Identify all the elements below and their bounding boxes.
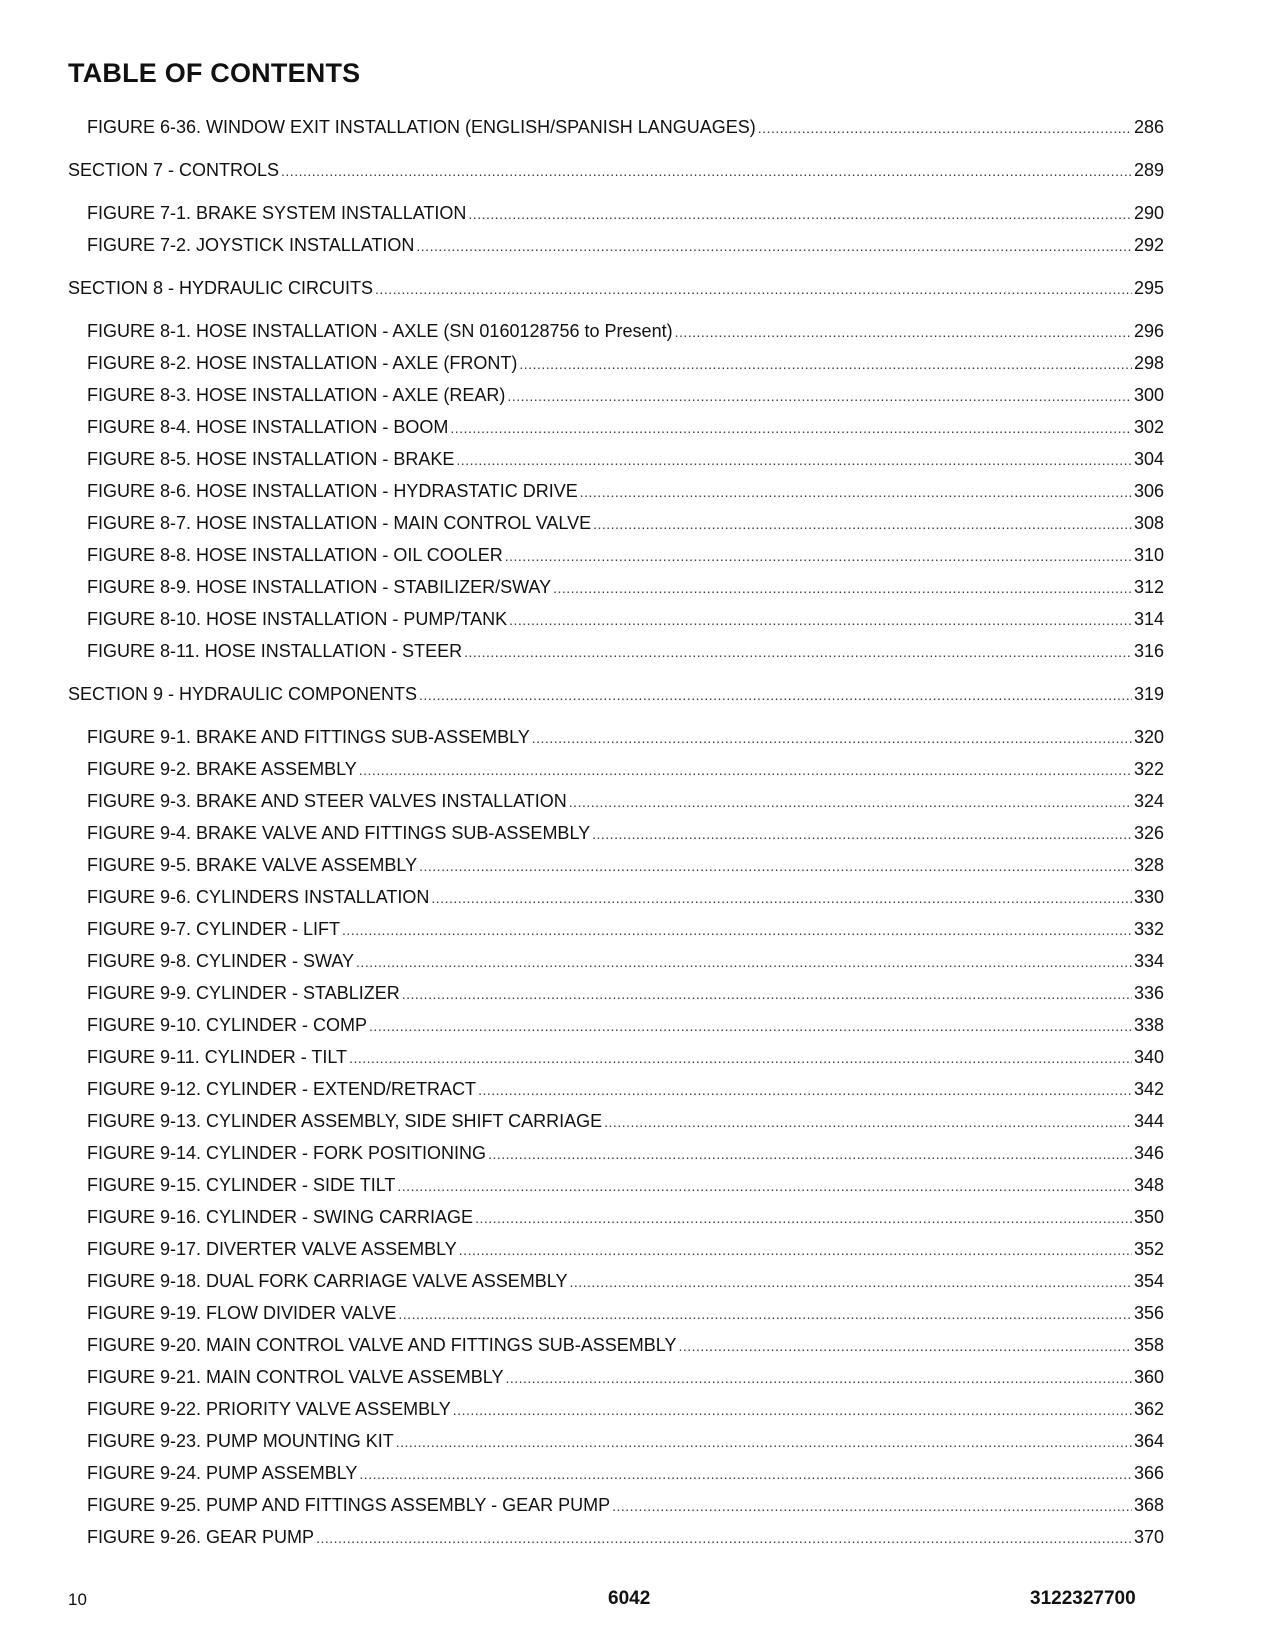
toc-figure-entry[interactable]	[68, 1329, 1164, 1361]
toc-section-entry[interactable]	[68, 154, 1164, 186]
toc-entry-label: FIGURE 6-36. WINDOW EXIT INSTALLATION (ENGLISH/SPANISH LANGUAGES)	[87, 117, 756, 137]
toc-entry-label: FIGURE 9-1. BRAKE AND FITTINGS SUB-ASSEMBLY	[87, 727, 530, 747]
toc-entry-page: 352	[1133, 1239, 1164, 1259]
toc-entry-page: 332	[1133, 919, 1164, 939]
toc-figure-entry[interactable]	[68, 507, 1164, 539]
toc-entry-page: 326	[1133, 823, 1164, 843]
toc-entry-label: FIGURE 9-5. BRAKE VALVE ASSEMBLY	[87, 855, 418, 875]
toc-entry-label: FIGURE 9-11. CYLINDER - TILT	[87, 1047, 348, 1067]
footer-page-number: 10	[68, 1590, 87, 1609]
toc-entry-label: FIGURE 8-3. HOSE INSTALLATION - AXLE (REAR)	[87, 385, 506, 405]
toc-figure-entry[interactable]	[68, 197, 1164, 229]
toc-dot-leader	[553, 571, 1132, 604]
toc-entry-page: 340	[1133, 1047, 1164, 1067]
toc-figure-entry[interactable]	[68, 1137, 1164, 1169]
toc-entry-page: 316	[1133, 641, 1164, 661]
toc-entry-page: 354	[1133, 1271, 1164, 1291]
toc-entry-label: FIGURE 9-2. BRAKE ASSEMBLY	[87, 759, 357, 779]
toc-entry-page: 368	[1133, 1495, 1164, 1515]
toc-entry-label: FIGURE 8-4. HOSE INSTALLATION - BOOM	[87, 417, 449, 437]
toc-dot-leader	[416, 229, 1132, 262]
toc-entry-page: 348	[1133, 1175, 1164, 1195]
toc-dot-leader	[464, 635, 1132, 668]
toc-dot-leader	[419, 849, 1132, 882]
toc-entry-page: 320	[1133, 727, 1164, 747]
toc-dot-leader	[281, 154, 1132, 187]
toc-entry-label: FIGURE 9-24. PUMP ASSEMBLY	[87, 1463, 358, 1483]
toc-entry-page: 334	[1133, 951, 1164, 971]
toc-entry-label: FIGURE 9-4. BRAKE VALVE AND FITTINGS SUB-ASSEMBLY	[87, 823, 591, 843]
toc-figure-entry[interactable]	[68, 753, 1164, 785]
toc-entry-page: 292	[1133, 235, 1164, 255]
toc-entry-label: FIGURE 9-8. CYLINDER - SWAY	[87, 951, 355, 971]
toc-entry-page: 300	[1133, 385, 1164, 405]
toc-dot-leader	[342, 913, 1132, 946]
toc-entry-page: 314	[1133, 609, 1164, 629]
toc-entry-page: 344	[1133, 1111, 1164, 1131]
toc-entry-page: 364	[1133, 1431, 1164, 1451]
toc-figure-entry[interactable]	[68, 1009, 1164, 1041]
toc-entry-page: 338	[1133, 1015, 1164, 1035]
toc-entry-page: 370	[1133, 1527, 1164, 1547]
toc-entry-page: 328	[1133, 855, 1164, 875]
toc-entry-label: FIGURE 9-26. GEAR PUMP	[87, 1527, 315, 1547]
toc-dot-leader	[488, 1137, 1132, 1170]
toc-dot-leader	[505, 539, 1132, 572]
toc-entry-label: FIGURE 7-2. JOYSTICK INSTALLATION	[87, 235, 415, 255]
toc-figure-entry[interactable]	[68, 1457, 1164, 1489]
toc-entry-page: 296	[1133, 321, 1164, 341]
toc-entry-page: 289	[1133, 160, 1164, 180]
toc-entry-page: 358	[1133, 1335, 1164, 1355]
toc-dot-leader	[453, 1393, 1132, 1426]
toc-entry-label: FIGURE 8-2. HOSE INSTALLATION - AXLE (FRONT)	[87, 353, 518, 373]
toc-dot-leader	[450, 411, 1132, 444]
toc-entry-label: FIGURE 8-8. HOSE INSTALLATION - OIL COOLER	[87, 545, 503, 565]
toc-dot-leader	[359, 753, 1132, 786]
toc-entry-page: 356	[1133, 1303, 1164, 1323]
toc-entry-label: FIGURE 9-21. MAIN CONTROL VALVE ASSEMBLY	[87, 1367, 504, 1387]
toc-entry-page: 298	[1133, 353, 1164, 373]
footer-model: 6042	[608, 1588, 651, 1609]
toc-entry-label: FIGURE 9-6. CYLINDERS INSTALLATION	[87, 887, 430, 907]
toc-entry-page: 310	[1133, 545, 1164, 565]
toc-figure-entry[interactable]	[68, 881, 1164, 913]
toc-figure-entry[interactable]	[68, 945, 1164, 977]
toc-entry-label: FIGURE 9-25. PUMP AND FITTINGS ASSEMBLY - GEAR PUMP	[87, 1495, 611, 1515]
toc-entry-page: 322	[1133, 759, 1164, 779]
toc-entry-label: FIGURE 8-1. HOSE INSTALLATION - AXLE (SN 0160128756 to Present)	[87, 321, 673, 341]
toc-entry-label: FIGURE 9-13. CYLINDER ASSEMBLY, SIDE SHIFT CARRIAGE	[87, 1111, 603, 1131]
toc-figure-entry[interactable]	[68, 411, 1164, 443]
toc-entry-label: FIGURE 8-7. HOSE INSTALLATION - MAIN CONTROL VALVE	[87, 513, 592, 533]
footer-part-number: 3122327700	[1030, 1588, 1136, 1609]
toc-figure-entry[interactable]	[68, 443, 1164, 475]
toc-dot-leader	[419, 678, 1132, 711]
toc-dot-leader	[398, 1297, 1132, 1330]
toc-entry-page: 304	[1133, 449, 1164, 469]
toc-figure-entry[interactable]	[68, 1393, 1164, 1425]
toc-dot-leader	[509, 603, 1132, 636]
toc-entry-label: FIGURE 9-16. CYLINDER - SWING CARRIAGE	[87, 1207, 474, 1227]
toc-entry-label: FIGURE 7-1. BRAKE SYSTEM INSTALLATION	[87, 203, 467, 223]
toc-dot-leader	[456, 443, 1132, 476]
toc-dot-leader	[316, 1521, 1132, 1554]
toc-entry-page: 302	[1133, 417, 1164, 437]
toc-dot-leader	[593, 507, 1132, 540]
toc-dot-leader	[478, 1073, 1132, 1106]
toc-entry-label: FIGURE 9-7. CYLINDER - LIFT	[87, 919, 341, 939]
toc-dot-leader	[349, 1041, 1132, 1074]
toc-dot-leader	[569, 785, 1132, 818]
toc-figure-entry[interactable]	[68, 539, 1164, 571]
toc-entry-page: 290	[1133, 203, 1164, 223]
toc-figure-entry[interactable]	[68, 977, 1164, 1009]
toc-dot-leader	[431, 881, 1132, 914]
toc-figure-entry[interactable]	[68, 1169, 1164, 1201]
toc-entry-label: FIGURE 9-3. BRAKE AND STEER VALVES INSTALLATION	[87, 791, 567, 811]
toc-figure-entry[interactable]	[68, 849, 1164, 881]
toc-figure-entry[interactable]	[68, 571, 1164, 603]
toc-figure-entry[interactable]	[68, 1489, 1164, 1521]
toc-list	[68, 111, 1164, 1553]
toc-figure-entry[interactable]	[68, 379, 1164, 411]
toc-entry-page: 336	[1133, 983, 1164, 1003]
toc-figure-entry[interactable]	[68, 1521, 1164, 1553]
toc-dot-leader	[468, 197, 1132, 230]
toc-figure-entry[interactable]	[68, 315, 1164, 347]
toc-entry-page: 312	[1133, 577, 1164, 597]
toc-entry-label: FIGURE 9-20. MAIN CONTROL VALVE AND FITTINGS SUB-ASSEMBLY	[87, 1335, 677, 1355]
toc-entry-label: FIGURE 8-11. HOSE INSTALLATION - STEER	[87, 641, 463, 661]
toc-entry-label: FIGURE 9-9. CYLINDER - STABLIZER	[87, 983, 400, 1003]
toc-figure-entry[interactable]	[68, 347, 1164, 379]
toc-dot-leader	[604, 1105, 1132, 1138]
toc-entry-label: SECTION 9 - HYDRAULIC COMPONENTS	[68, 684, 418, 704]
toc-dot-leader	[356, 945, 1132, 978]
toc-entry-label: FIGURE 8-5. HOSE INSTALLATION - BRAKE	[87, 449, 455, 469]
toc-dot-leader	[507, 379, 1132, 412]
toc-dot-leader	[675, 315, 1132, 348]
toc-entry-page: 360	[1133, 1367, 1164, 1387]
toc-entry-page: 308	[1133, 513, 1164, 533]
toc-figure-entry[interactable]	[68, 1233, 1164, 1265]
toc-entry-label: FIGURE 9-17. DIVERTER VALVE ASSEMBLY	[87, 1239, 457, 1259]
toc-entry-label: FIGURE 9-12. CYLINDER - EXTEND/RETRACT	[87, 1079, 477, 1099]
toc-entry-page: 350	[1133, 1207, 1164, 1227]
toc-entry-label: FIGURE 8-6. HOSE INSTALLATION - HYDRASTATIC DRIVE	[87, 481, 578, 501]
toc-dot-leader	[459, 1233, 1132, 1266]
toc-entry-page: 342	[1133, 1079, 1164, 1099]
toc-dot-leader	[402, 977, 1132, 1010]
toc-entry-label: FIGURE 9-22. PRIORITY VALVE ASSEMBLY	[87, 1399, 451, 1419]
toc-entry-label: FIGURE 9-15. CYLINDER - SIDE TILT	[87, 1175, 396, 1195]
toc-figure-entry[interactable]	[68, 1105, 1164, 1137]
toc-figure-entry[interactable]	[68, 603, 1164, 635]
toc-dot-leader	[475, 1201, 1132, 1234]
toc-entry-page: 324	[1133, 791, 1164, 811]
toc-figure-entry[interactable]	[68, 1265, 1164, 1297]
toc-dot-leader	[678, 1329, 1132, 1362]
page-title: TABLE OF CONTENTS	[68, 58, 361, 88]
toc-entry-page: 319	[1133, 684, 1164, 704]
toc-figure-entry[interactable]	[68, 1425, 1164, 1457]
toc-entry-page: 286	[1133, 117, 1164, 137]
toc-entry-page: 330	[1133, 887, 1164, 907]
toc-dot-leader	[569, 1265, 1131, 1298]
toc-dot-leader	[519, 347, 1132, 380]
toc-entry-label: SECTION 7 - CONTROLS	[68, 160, 280, 180]
toc-figure-entry[interactable]	[68, 1201, 1164, 1233]
toc-entry-label: FIGURE 9-10. CYLINDER - COMP	[87, 1015, 368, 1035]
toc-dot-leader	[592, 817, 1132, 850]
toc-entry-page: 295	[1133, 278, 1164, 298]
toc-section-entry[interactable]	[68, 272, 1164, 304]
toc-figure-entry[interactable]	[68, 785, 1164, 817]
toc-entry-label: FIGURE 9-14. CYLINDER - FORK POSITIONING	[87, 1143, 487, 1163]
toc-entry-page: 306	[1133, 481, 1164, 501]
toc-figure-entry[interactable]	[68, 1361, 1164, 1393]
toc-entry-label: SECTION 8 - HYDRAULIC CIRCUITS	[68, 278, 374, 298]
toc-dot-leader	[505, 1361, 1132, 1394]
toc-dot-leader	[580, 475, 1132, 508]
toc-figure-entry[interactable]	[68, 475, 1164, 507]
toc-figure-entry[interactable]	[68, 111, 1164, 143]
toc-dot-leader	[758, 111, 1132, 144]
toc-dot-leader	[612, 1489, 1132, 1522]
toc-figure-entry[interactable]	[68, 1073, 1164, 1105]
toc-dot-leader	[375, 272, 1132, 305]
toc-figure-entry[interactable]	[68, 913, 1164, 945]
toc-figure-entry[interactable]	[68, 635, 1164, 667]
toc-dot-leader	[532, 721, 1132, 754]
toc-entry-label: FIGURE 9-18. DUAL FORK CARRIAGE VALVE ASSEMBLY	[87, 1271, 568, 1291]
toc-dot-leader	[369, 1009, 1132, 1042]
toc-entry-page: 362	[1133, 1399, 1164, 1419]
toc-figure-entry[interactable]	[68, 1297, 1164, 1329]
toc-entry-label: FIGURE 9-19. FLOW DIVIDER VALVE	[87, 1303, 397, 1323]
toc-section-entry[interactable]	[68, 678, 1164, 710]
toc-figure-entry[interactable]	[68, 1041, 1164, 1073]
toc-entry-label: FIGURE 8-9. HOSE INSTALLATION - STABILIZER/SWAY	[87, 577, 552, 597]
toc-figure-entry[interactable]	[68, 229, 1164, 261]
toc-figure-entry[interactable]	[68, 817, 1164, 849]
toc-dot-leader	[397, 1169, 1132, 1202]
toc-entry-page: 366	[1133, 1463, 1164, 1483]
toc-dot-leader	[359, 1457, 1132, 1490]
toc-entry-page: 346	[1133, 1143, 1164, 1163]
toc-figure-entry[interactable]	[68, 721, 1164, 753]
toc-dot-leader	[396, 1425, 1132, 1458]
toc-entry-label: FIGURE 8-10. HOSE INSTALLATION - PUMP/TANK	[87, 609, 508, 629]
toc-entry-label: FIGURE 9-23. PUMP MOUNTING KIT	[87, 1431, 394, 1451]
